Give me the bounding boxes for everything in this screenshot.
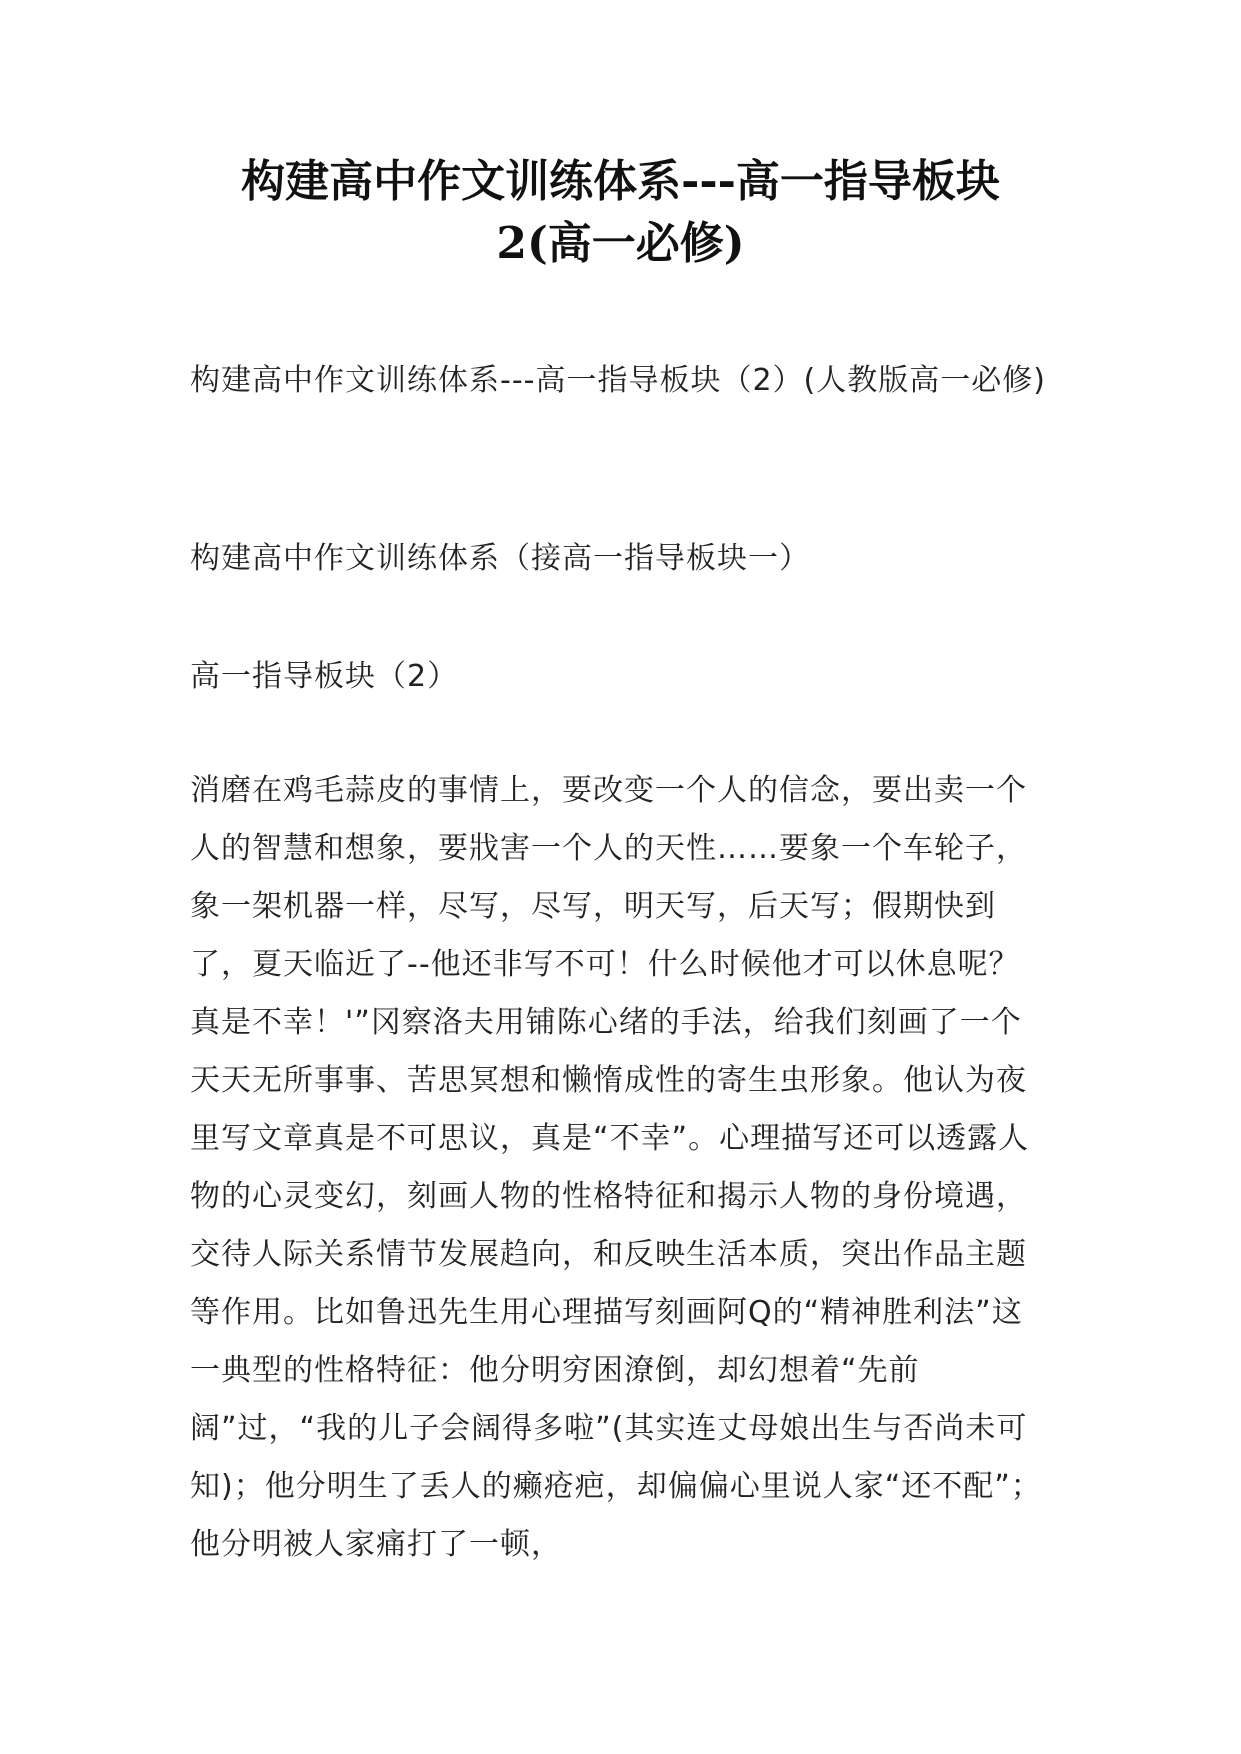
paragraph-body: 消磨在鸡毛蒜皮的事情上，要改变一个人的信念，要出卖一个人的智慧和想象，要戕害一个人的天性……要象一个车轮子，象一架机器一样，尽写，尽写，明天写，后天写；假期快到了，夏天临近了--他还非写不可！什么时候他才可以休息呢？真是不幸！'”冈察洛夫用铺陈心绪的手法，给我们刻画了一个天天无所事事、苦思冥想和懒惰成性的寄生虫形象。他认为夜里写文章真是不可思议，真是“不幸”。心理描写还可以透露人物的心灵变幻，刻画人物的性格特征和揭示人物的身份境遇，交待人际关系情节发展趋向，和反映生活本质，突出作品主题等作用。比如鲁迅先生用心理描写刻画阿Q的“精神胜利法”这一典型的性格特征：他分明穷困潦倒，却幻想着“先前阔”过，“我的儿子会阔得多啦”(其实连丈母娘出生与否尚未可知)；他分明生了丢人的癞疮疤，却偏偏心里说人家“还不配”；他分明被人家痛打了一顿， bbox=[190, 773, 1042, 1562]
document-title-line-1: 构建高中作文训练体系---高一指导板块 bbox=[241, 156, 1000, 207]
paragraph-subtitle: 构建高中作文训练体系---高一指导板块（2）(人教版高一必修) bbox=[190, 363, 1046, 398]
document-title-line-2: 2(高一必修) bbox=[496, 218, 745, 269]
paragraph-series-note: 构建高中作文训练体系（接高一指导板块一） bbox=[190, 541, 810, 576]
paragraph-section-heading: 高一指导板块（2） bbox=[190, 659, 459, 694]
